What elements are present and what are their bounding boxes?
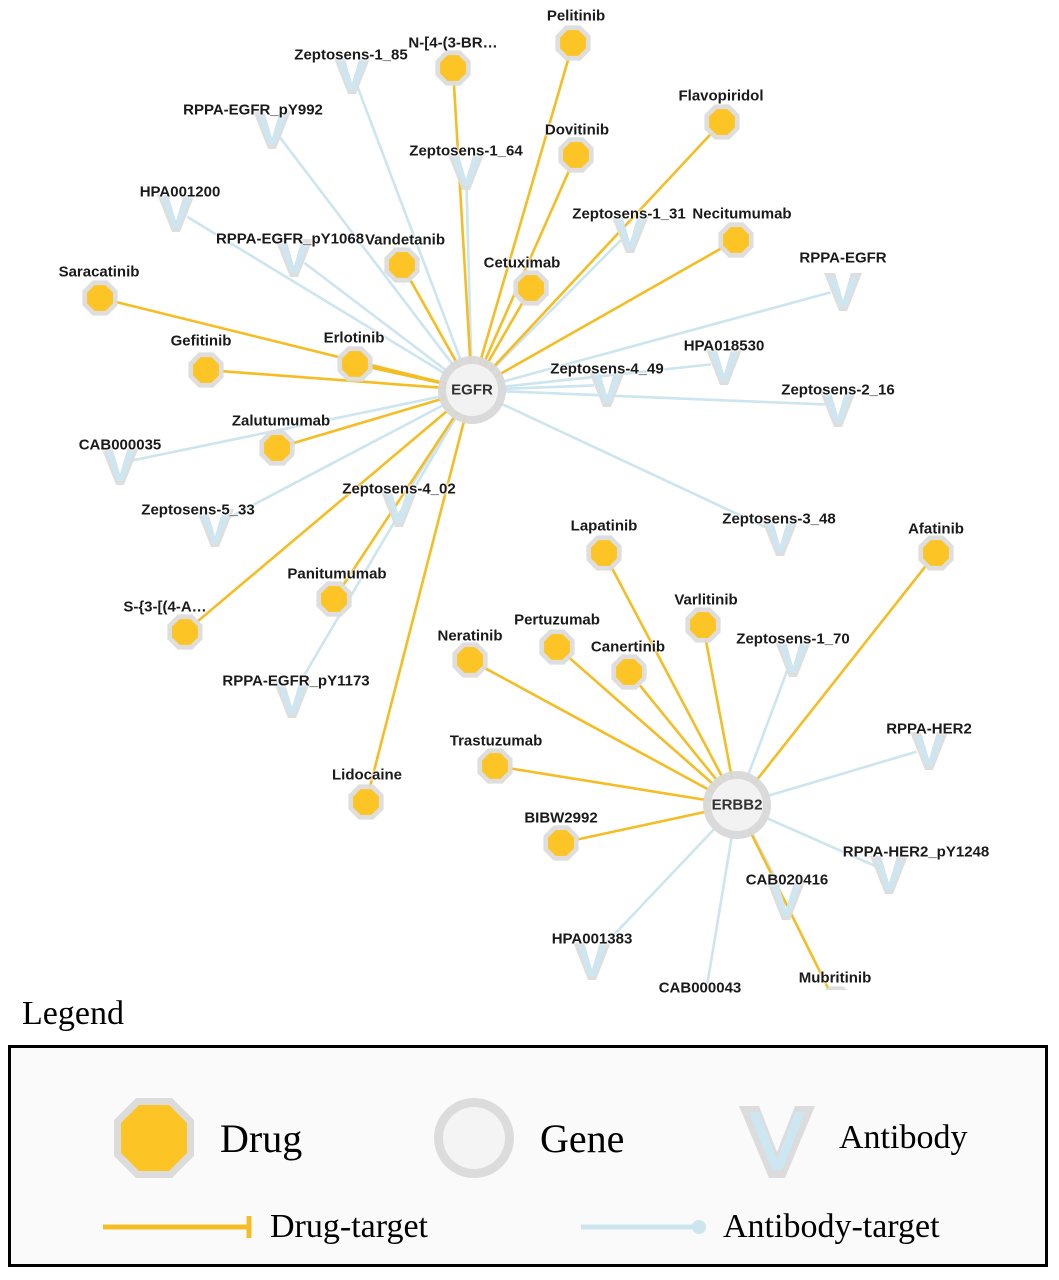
drug-node-Lapatinib[interactable] <box>591 540 617 566</box>
drug-node-Neratinib[interactable] <box>457 647 483 673</box>
gene-label-EGFR: EGFR <box>451 381 493 399</box>
chevron-icon <box>729 1090 825 1186</box>
antibody-label-RPPA-EGFR: RPPA-EGFR <box>799 249 887 267</box>
legend-title: Legend <box>22 995 124 1032</box>
drug-edge-Pelitinib <box>479 55 569 365</box>
antibody-label-RPPA-HER2_pY1248: RPPA-HER2_pY1248 <box>842 843 990 861</box>
drug-label-Pelitinib: Pelitinib <box>546 7 606 25</box>
drug-edge-Trastuzumab <box>508 768 711 801</box>
legend-label-drug-target: Drug-target <box>270 1208 428 1245</box>
octagon-icon <box>106 1090 202 1186</box>
drug-edge-Gefitinib <box>219 371 446 388</box>
antibody-edge-Zeptosens-1_70 <box>746 667 788 780</box>
drug-label-Necitumumab: Necitumumab <box>692 205 792 223</box>
drug-label-Varlitinib: Varlitinib <box>674 591 738 609</box>
drug-label-Canertinib: Canertinib <box>590 638 666 656</box>
drug-node-Zalutumumab[interactable] <box>264 435 290 461</box>
drug-label-Cetuximab: Cetuximab <box>483 254 561 272</box>
drug-edge-icon <box>101 1212 256 1242</box>
antibody-edge-icon <box>579 1212 709 1242</box>
antibody-label-Zeptosens-4_02: Zeptosens-4_02 <box>342 480 456 498</box>
drug-node-Lidocaine[interactable] <box>353 789 379 815</box>
legend-label-drug: Drug <box>220 1115 303 1161</box>
antibody-label-Zeptosens-1_85: Zeptosens-1_85 <box>294 46 408 64</box>
antibody-label-Zeptosens-1_64: Zeptosens-1_64 <box>409 142 523 160</box>
legend-edge-drug-target <box>101 1208 428 1246</box>
drug-label-Pertuzumab: Pertuzumab <box>514 611 600 629</box>
legend-label-antibody-target: Antibody-target <box>723 1208 940 1245</box>
antibody-label-CAB020416: CAB020416 <box>745 871 829 889</box>
drug-node-Pertuzumab[interactable] <box>544 634 570 660</box>
antibody-edge-Zeptosens-1_85 <box>357 84 463 366</box>
drug-node-Canertinib[interactable] <box>616 659 642 685</box>
drug-node-Dovitinib[interactable] <box>563 142 589 168</box>
drug-label-S-{3-[(4-A…: S-{3-[(4-A… <box>123 598 207 616</box>
drug-edge-Varlitinib <box>705 638 732 780</box>
drug-node-halo <box>818 986 853 990</box>
drug-label-Saracatinib: Saracatinib <box>58 263 140 281</box>
drug-label-Flavopiridol: Flavopiridol <box>678 87 764 105</box>
drug-label-Lidocaine: Lidocaine <box>331 766 403 784</box>
drug-edge-Afatinib <box>753 563 928 784</box>
antibody-label-Zeptosens-5_33: Zeptosens-5_33 <box>141 501 255 519</box>
drug-edge-Panitumumab <box>341 412 458 588</box>
drug-label-Neratinib: Neratinib <box>437 627 503 645</box>
drug-node-Panitumumab[interactable] <box>321 586 347 612</box>
drug-label-Lapatinib: Lapatinib <box>570 517 638 535</box>
antibody-label-HPA001200: HPA001200 <box>139 183 221 201</box>
antibody-label-RPPA-EGFR_pY1173: RPPA-EGFR_pY1173 <box>222 672 370 690</box>
drug-edge-Saracatinib <box>113 301 447 384</box>
antibody-edge-Zeptosens-3_48 <box>496 401 769 528</box>
antibody-label-HPA018530: HPA018530 <box>683 337 765 355</box>
legend-label-antibody: Antibody <box>839 1119 968 1156</box>
antibody-label-CAB000043: CAB000043 <box>658 979 742 997</box>
legend-edge-antibody-target <box>579 1208 940 1246</box>
drug-label-Gefitinib: Gefitinib <box>170 332 232 350</box>
drug-node-Necitumumab[interactable] <box>723 227 749 253</box>
drug-edge-Erlotinib <box>368 367 447 385</box>
legend-item-antibody <box>729 1090 967 1186</box>
drug-edge-Neratinib <box>481 666 714 792</box>
antibody-label-Zeptosens-2_16: Zeptosens-2_16 <box>781 381 895 399</box>
antibody-label-HPA001383: HPA001383 <box>551 930 633 948</box>
drug-label-Panitumumab: Panitumumab <box>287 565 387 583</box>
drug-label-BIBW2992: BIBW2992 <box>524 809 598 827</box>
antibody-edge-Zeptosens-2_16 <box>498 391 825 404</box>
drug-node-BIBW2992[interactable] <box>548 830 574 856</box>
drug-node-Varlitinib[interactable] <box>690 612 716 638</box>
drug-label-Mubritinib: Mubritinib <box>798 969 872 987</box>
antibody-edge-RPPA-HER2 <box>762 752 917 798</box>
drug-node-N-[4-(3-BR…[interactable] <box>440 55 466 81</box>
gene-label-ERBB2: ERBB2 <box>711 796 763 814</box>
antibody-label-CAB000035: CAB000035 <box>78 436 162 454</box>
legend-item-drug <box>106 1090 302 1186</box>
antibody-label-RPPA-EGFR_pY1068: RPPA-EGFR_pY1068 <box>215 230 365 248</box>
antibody-label-RPPA-EGFR_pY992: RPPA-EGFR_pY992 <box>183 101 323 119</box>
antibody-label-Zeptosens-1_31: Zeptosens-1_31 <box>572 205 686 223</box>
drug-node-Trastuzumab[interactable] <box>482 753 508 779</box>
antibody-edge-RPPA-EGFR_pY1173 <box>299 412 459 684</box>
drug-node-Afatinib[interactable] <box>923 540 949 566</box>
legend-item-gene <box>426 1090 624 1186</box>
drug-label-Zalutumumab: Zalutumumab <box>231 412 331 430</box>
drug-label-N-[4-(3-BR…: N-[4-(3-BR… <box>408 34 498 52</box>
antibody-label-Zeptosens-3_48: Zeptosens-3_48 <box>722 510 836 528</box>
legend-box <box>8 1045 1048 1267</box>
drug-node-Vandetanib[interactable] <box>389 252 415 278</box>
drug-label-Afatinib: Afatinib <box>908 520 964 538</box>
drug-label-Erlotinib: Erlotinib <box>323 329 385 347</box>
antibody-label-Zeptosens-1_70: Zeptosens-1_70 <box>736 630 850 648</box>
antibody-edge-CAB000043 <box>705 831 733 990</box>
drug-node-Erlotinib[interactable] <box>342 351 368 377</box>
antibody-label-RPPA-HER2: RPPA-HER2 <box>886 720 972 738</box>
drug-node-Saracatinib[interactable] <box>87 285 113 311</box>
legend-label-gene: Gene <box>540 1115 625 1161</box>
drug-node-S-{3-[(4-A…[interactable] <box>172 619 198 645</box>
drug-label-Trastuzumab: Trastuzumab <box>449 732 543 750</box>
drug-node-Cetuximab[interactable] <box>518 275 544 301</box>
antibody-label-Zeptosens-4_49: Zeptosens-4_49 <box>550 360 664 378</box>
drug-label-Vandetanib: Vandetanib <box>364 231 446 249</box>
drug-label-Dovitinib: Dovitinib <box>544 121 610 139</box>
drug-node-Flavopiridol[interactable] <box>709 109 735 135</box>
drug-node-Gefitinib[interactable] <box>193 357 219 383</box>
drug-node-Pelitinib[interactable] <box>560 30 586 56</box>
drug-edge-Flavopiridol <box>490 132 713 371</box>
circle-icon <box>426 1090 522 1186</box>
